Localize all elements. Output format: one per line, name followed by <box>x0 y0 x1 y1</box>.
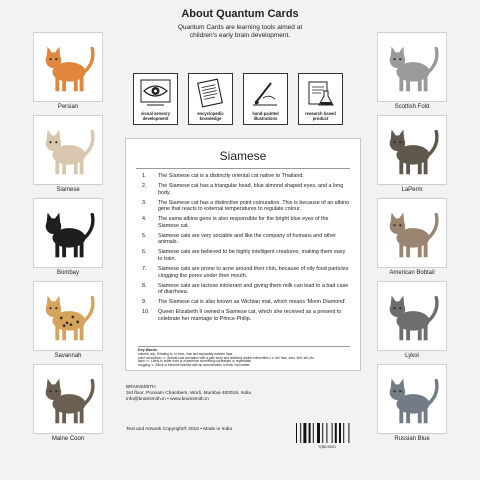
cat-label-siamese: Siamese <box>56 187 80 193</box>
cat-label-persian: Persian <box>57 104 79 110</box>
fact-item: 9. The Siamese cat is also known as Wichian mat, which means 'Moon Diamond'. <box>142 299 347 306</box>
research-flask-icon <box>304 77 337 111</box>
cat-card-laperm <box>377 115 447 185</box>
cat-label-american-bobtail: American Bobtail <box>389 270 435 276</box>
paint-brush-icon <box>249 77 282 111</box>
cat-label-lykoi: Lykoi <box>405 353 419 359</box>
feature-hand-painted: hand-painted illustrations <box>243 73 288 125</box>
page-title: About Quantum Cards <box>181 8 299 20</box>
laperm-cat-illustration <box>378 116 446 184</box>
fact-item: 1. The Siamese cat is a distinctly oriental cat native to Thailand. <box>142 173 304 179</box>
cat-card-scottish-fold <box>377 32 447 102</box>
cat-label-russian-blue: Russian Blue <box>394 436 430 442</box>
panel-title: Siamese <box>219 149 267 163</box>
fact-item: 7. Siamese cats are prone to acne around their chin, because of oily food particles clogging the pores under their mouth. <box>142 266 349 279</box>
persian-cat-illustration <box>34 33 102 101</box>
company-name: BRAINSMITH <box>126 385 156 390</box>
lykoi-cat-illustration <box>378 282 446 350</box>
fact-item: 10. Queen Elizabeth II owned a Siamese cat, which she received as a present to celebrate her marriage to Prince Philip. <box>142 309 342 322</box>
eye-icon <box>139 77 172 111</box>
fact-item: 2. The Siamese cat has a triangular head, blue almond shaped eyes, and a long body. <box>142 183 344 196</box>
book-icon <box>194 77 227 111</box>
bombay-cat-illustration <box>34 199 102 267</box>
cat-label-maine-coon: Maine Coon <box>51 436 85 442</box>
page-subtitle: Quantum Cards are learning tools aimed at children's early brain development. <box>177 24 303 39</box>
cat-card-bombay <box>33 198 103 268</box>
scottish-fold-cat-illustration <box>378 33 446 101</box>
cat-card-american-bobtail <box>377 198 447 268</box>
cat-label-scottish-fold: Scottish Fold <box>394 104 430 110</box>
maine-coon-cat-illustration <box>34 365 102 433</box>
copyright-text: Text and Artwork Copyright® 2016 • Made in India <box>126 427 233 432</box>
american-bobtail-cat-illustration <box>378 199 446 267</box>
feature-research-based: research based product <box>298 73 343 125</box>
cat-card-russian-blue <box>377 364 447 434</box>
russian-blue-cat-illustration <box>378 365 446 433</box>
fact-item: 8. Siamese cats are lactose intolerant and giving them milk can lead to a bad case of diarrhoea. <box>142 282 349 296</box>
siamese-cat-illustration <box>34 116 102 184</box>
key-words-section: Key Words oriental, adj.: Relating to, or from, how and separately eastern Asia. point colouration, n.: Animal coat coloration with a pale body and relatively darker extremities, i.e. the face, ears, feet, tail, etc. acne, n.: Likely to suffer from or experience something unpleasant or regrettable. clogging, v.: Block or become blocked with an accumulation of thick, wet matter. <box>138 346 350 368</box>
key-words-title: Key Words <box>138 348 157 352</box>
publisher-info <box>126 385 251 403</box>
cat-card-savannah <box>33 281 103 351</box>
barcode <box>295 423 357 445</box>
cat-card-siamese <box>33 115 103 185</box>
feature-visual-sensory: visual sensory development <box>133 73 178 125</box>
fact-item: 3. The Siamese cat has a distinctive point colouration. This is because of an albino gene that reacts to external temperatures to regulate colour. <box>142 199 350 213</box>
cat-card-lykoi <box>377 281 447 351</box>
fact-item: 6. Siamese cats are believed to be highly intelligent creatures, making them easy to train. <box>142 249 346 262</box>
cat-card-persian <box>33 32 103 102</box>
fact-item: 4. The same albino gene is also responsible for the bright blue eyes of the Siamese cat. <box>142 216 329 229</box>
panel-divider <box>136 168 350 169</box>
siamese-info-panel <box>125 138 361 371</box>
facts-list <box>138 173 350 326</box>
company-address: 3rd floor, Poonam Chambers, Worli, Mumbai 400018, India <box>126 391 251 396</box>
fact-item: 5. Siamese cats are very sociable and like the company of humans and other animals. <box>142 232 336 246</box>
cat-label-bombay: Bombay <box>56 270 79 276</box>
barcode-number: TQBC0001 <box>318 445 336 449</box>
cat-label-laperm: LaPerm <box>401 187 423 193</box>
cat-label-savannah: Savannah <box>54 353 82 359</box>
cat-card-maine-coon <box>33 364 103 434</box>
savannah-cat-illustration <box>34 282 102 350</box>
company-contact: info@brainsmith.in • www.brainsmith.in <box>126 397 209 402</box>
feature-encyclopedic: encyclopedic knowledge <box>188 73 233 125</box>
